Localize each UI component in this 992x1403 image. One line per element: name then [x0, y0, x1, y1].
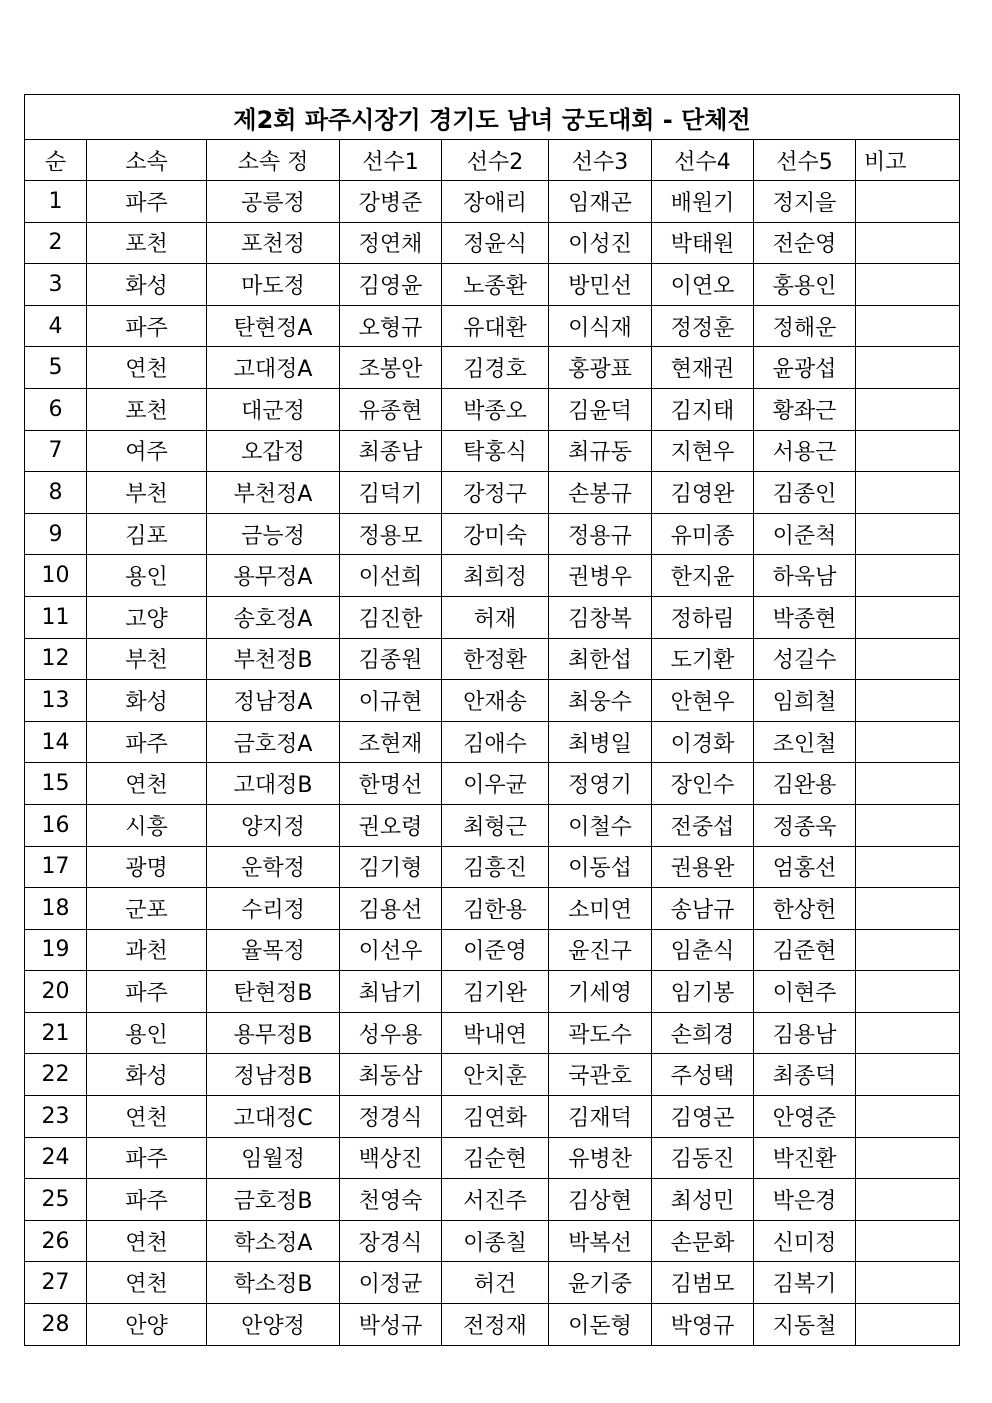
table-row — [25, 555, 960, 597]
cell-region: 김포 — [87, 513, 207, 555]
cell-player-4: 박영규 — [652, 1304, 754, 1346]
cell-player-5: 이준척 — [754, 513, 856, 555]
cell-region: 파주 — [87, 181, 207, 223]
cell-remarks — [856, 1220, 960, 1262]
team-roster-table — [24, 94, 960, 1346]
cell-row-number: 7 — [25, 430, 87, 472]
cell-club: 공릉정 — [207, 181, 340, 223]
cell-row-number: 3 — [25, 264, 87, 306]
table-row — [25, 430, 960, 472]
cell-player-1: 성우용 — [340, 1012, 442, 1054]
cell-row-number: 13 — [25, 680, 87, 722]
cell-row-number: 12 — [25, 638, 87, 680]
cell-player-3: 정용규 — [549, 513, 652, 555]
cell-remarks — [856, 181, 960, 223]
cell-player-2: 김연화 — [442, 1096, 549, 1138]
cell-remarks — [856, 388, 960, 430]
cell-player-5: 정지을 — [754, 181, 856, 223]
cell-remarks — [856, 888, 960, 930]
cell-player-5: 전순영 — [754, 222, 856, 264]
cell-player-5: 황좌근 — [754, 388, 856, 430]
column-header-number: 순 — [25, 140, 87, 181]
cell-region: 시흥 — [87, 804, 207, 846]
table-row — [25, 763, 960, 805]
cell-player-2: 최희정 — [442, 555, 549, 597]
cell-player-3: 최규동 — [549, 430, 652, 472]
cell-club: 금능정 — [207, 513, 340, 555]
cell-player-4: 현재권 — [652, 347, 754, 389]
table-row — [25, 388, 960, 430]
cell-player-4: 이경화 — [652, 721, 754, 763]
table-row — [25, 1054, 960, 1096]
cell-player-1: 김덕기 — [340, 472, 442, 514]
cell-player-5: 홍용인 — [754, 264, 856, 306]
cell-player-2: 안재송 — [442, 680, 549, 722]
cell-player-4: 주성택 — [652, 1054, 754, 1096]
cell-club: 정남정B — [207, 1054, 340, 1096]
cell-player-2: 한정환 — [442, 638, 549, 680]
cell-player-2: 김경호 — [442, 347, 549, 389]
cell-row-number: 14 — [25, 721, 87, 763]
cell-remarks — [856, 1262, 960, 1304]
cell-player-2: 이준영 — [442, 929, 549, 971]
cell-club: 탄현정A — [207, 305, 340, 347]
cell-player-1: 최동삼 — [340, 1054, 442, 1096]
cell-row-number: 16 — [25, 804, 87, 846]
cell-club: 금호정A — [207, 721, 340, 763]
cell-region: 파주 — [87, 305, 207, 347]
table-body — [25, 181, 960, 1346]
cell-club: 용무정B — [207, 1012, 340, 1054]
cell-row-number: 23 — [25, 1096, 87, 1138]
cell-player-5: 신미정 — [754, 1220, 856, 1262]
cell-row-number: 24 — [25, 1137, 87, 1179]
cell-player-3: 이동섭 — [549, 846, 652, 888]
cell-region: 연천 — [87, 1220, 207, 1262]
cell-region: 파주 — [87, 721, 207, 763]
cell-player-4: 한지윤 — [652, 555, 754, 597]
cell-player-5: 김준현 — [754, 929, 856, 971]
cell-region: 안양 — [87, 1304, 207, 1346]
cell-player-5: 김종인 — [754, 472, 856, 514]
cell-region: 여주 — [87, 430, 207, 472]
column-header-player-5: 선수5 — [754, 140, 856, 181]
cell-remarks — [856, 1179, 960, 1221]
cell-player-5: 엄홍선 — [754, 846, 856, 888]
cell-club: 고대정C — [207, 1096, 340, 1138]
cell-player-3: 윤기중 — [549, 1262, 652, 1304]
cell-player-4: 김지태 — [652, 388, 754, 430]
cell-player-2: 김애수 — [442, 721, 549, 763]
cell-region: 용인 — [87, 555, 207, 597]
table-row — [25, 1262, 960, 1304]
table-row — [25, 638, 960, 680]
cell-player-1: 김진한 — [340, 596, 442, 638]
table-row — [25, 596, 960, 638]
cell-player-1: 오형규 — [340, 305, 442, 347]
table-row — [25, 1137, 960, 1179]
cell-player-3: 곽도수 — [549, 1012, 652, 1054]
cell-player-2: 전정재 — [442, 1304, 549, 1346]
cell-player-4: 김영곤 — [652, 1096, 754, 1138]
cell-remarks — [856, 763, 960, 805]
cell-region: 부천 — [87, 638, 207, 680]
cell-region: 포천 — [87, 388, 207, 430]
cell-player-2: 박종오 — [442, 388, 549, 430]
cell-row-number: 21 — [25, 1012, 87, 1054]
cell-row-number: 11 — [25, 596, 87, 638]
cell-player-4: 정정훈 — [652, 305, 754, 347]
column-header-player-4: 선수4 — [652, 140, 754, 181]
cell-player-1: 정경식 — [340, 1096, 442, 1138]
cell-row-number: 15 — [25, 763, 87, 805]
cell-player-5: 조인철 — [754, 721, 856, 763]
table-row — [25, 347, 960, 389]
table-row — [25, 181, 960, 223]
cell-player-2: 장애리 — [442, 181, 549, 223]
cell-club: 부천정B — [207, 638, 340, 680]
title-row — [25, 95, 960, 140]
cell-player-1: 천영숙 — [340, 1179, 442, 1221]
cell-player-1: 이선우 — [340, 929, 442, 971]
cell-club: 부천정A — [207, 472, 340, 514]
column-header-region: 소속 — [87, 140, 207, 181]
cell-player-4: 손문화 — [652, 1220, 754, 1262]
cell-player-4: 장인수 — [652, 763, 754, 805]
cell-player-1: 유종현 — [340, 388, 442, 430]
cell-region: 화성 — [87, 264, 207, 306]
cell-club: 안양정 — [207, 1304, 340, 1346]
cell-player-5: 임희철 — [754, 680, 856, 722]
cell-player-4: 도기환 — [652, 638, 754, 680]
cell-player-1: 박성규 — [340, 1304, 442, 1346]
cell-remarks — [856, 638, 960, 680]
cell-remarks — [856, 1012, 960, 1054]
cell-player-3: 권병우 — [549, 555, 652, 597]
cell-player-4: 임춘식 — [652, 929, 754, 971]
cell-player-2: 김순현 — [442, 1137, 549, 1179]
cell-club: 정남정A — [207, 680, 340, 722]
cell-player-5: 박은경 — [754, 1179, 856, 1221]
cell-club: 수리정 — [207, 888, 340, 930]
cell-remarks — [856, 971, 960, 1013]
cell-player-3: 이식재 — [549, 305, 652, 347]
cell-player-5: 박종현 — [754, 596, 856, 638]
table-row — [25, 472, 960, 514]
cell-region: 연천 — [87, 1262, 207, 1304]
cell-player-3: 김상현 — [549, 1179, 652, 1221]
cell-player-2: 유대환 — [442, 305, 549, 347]
cell-player-2: 허건 — [442, 1262, 549, 1304]
cell-player-2: 이종칠 — [442, 1220, 549, 1262]
cell-player-5: 정종욱 — [754, 804, 856, 846]
cell-player-1: 조현재 — [340, 721, 442, 763]
cell-player-2: 안치훈 — [442, 1054, 549, 1096]
cell-player-4: 정하림 — [652, 596, 754, 638]
cell-player-5: 정해운 — [754, 305, 856, 347]
cell-player-2: 김흥진 — [442, 846, 549, 888]
cell-player-1: 김기형 — [340, 846, 442, 888]
cell-player-1: 장경식 — [340, 1220, 442, 1262]
cell-player-3: 김창복 — [549, 596, 652, 638]
cell-player-1: 백상진 — [340, 1137, 442, 1179]
cell-player-3: 임재곤 — [549, 181, 652, 223]
cell-player-1: 권오령 — [340, 804, 442, 846]
cell-player-3: 이철수 — [549, 804, 652, 846]
cell-remarks — [856, 1096, 960, 1138]
cell-player-5: 김용남 — [754, 1012, 856, 1054]
cell-player-3: 윤진구 — [549, 929, 652, 971]
cell-remarks — [856, 804, 960, 846]
cell-player-5: 안영준 — [754, 1096, 856, 1138]
cell-player-5: 성길수 — [754, 638, 856, 680]
cell-remarks — [856, 1137, 960, 1179]
table-row — [25, 513, 960, 555]
cell-remarks — [856, 472, 960, 514]
cell-region: 연천 — [87, 763, 207, 805]
cell-remarks — [856, 347, 960, 389]
cell-region: 파주 — [87, 1179, 207, 1221]
cell-player-1: 김영윤 — [340, 264, 442, 306]
cell-player-1: 정연채 — [340, 222, 442, 264]
cell-player-3: 정영기 — [549, 763, 652, 805]
cell-player-1: 최종남 — [340, 430, 442, 472]
cell-row-number: 26 — [25, 1220, 87, 1262]
table-row — [25, 680, 960, 722]
cell-club: 학소정B — [207, 1262, 340, 1304]
column-header-player-3: 선수3 — [549, 140, 652, 181]
cell-remarks — [856, 264, 960, 306]
cell-club: 고대정A — [207, 347, 340, 389]
cell-player-1: 조봉안 — [340, 347, 442, 389]
cell-club: 율목정 — [207, 929, 340, 971]
table-row — [25, 1220, 960, 1262]
cell-player-2: 이우균 — [442, 763, 549, 805]
table-row — [25, 264, 960, 306]
cell-row-number: 18 — [25, 888, 87, 930]
cell-player-2: 강미숙 — [442, 513, 549, 555]
cell-remarks — [856, 222, 960, 264]
cell-club: 고대정B — [207, 763, 340, 805]
cell-region: 포천 — [87, 222, 207, 264]
cell-region: 화성 — [87, 680, 207, 722]
cell-player-4: 김영완 — [652, 472, 754, 514]
cell-player-2: 노종환 — [442, 264, 549, 306]
cell-club: 임월정 — [207, 1137, 340, 1179]
cell-player-2: 정윤식 — [442, 222, 549, 264]
cell-remarks — [856, 596, 960, 638]
cell-player-5: 지동철 — [754, 1304, 856, 1346]
table-row — [25, 1096, 960, 1138]
cell-club: 학소정A — [207, 1220, 340, 1262]
cell-row-number: 25 — [25, 1179, 87, 1221]
cell-player-4: 안현우 — [652, 680, 754, 722]
cell-player-5: 최종덕 — [754, 1054, 856, 1096]
column-header-remarks: 비고 — [856, 140, 960, 181]
cell-player-1: 김용선 — [340, 888, 442, 930]
cell-player-3: 방민선 — [549, 264, 652, 306]
cell-player-3: 기세영 — [549, 971, 652, 1013]
cell-remarks — [856, 555, 960, 597]
cell-player-5: 하욱남 — [754, 555, 856, 597]
cell-region: 군포 — [87, 888, 207, 930]
cell-player-4: 이연오 — [652, 264, 754, 306]
cell-row-number: 27 — [25, 1262, 87, 1304]
cell-club: 운학정 — [207, 846, 340, 888]
cell-remarks — [856, 846, 960, 888]
cell-player-2: 강정구 — [442, 472, 549, 514]
cell-player-5: 김복기 — [754, 1262, 856, 1304]
cell-region: 용인 — [87, 1012, 207, 1054]
cell-club: 대군정 — [207, 388, 340, 430]
cell-player-1: 김종원 — [340, 638, 442, 680]
cell-club: 마도정 — [207, 264, 340, 306]
column-header-player-1: 선수1 — [340, 140, 442, 181]
cell-row-number: 20 — [25, 971, 87, 1013]
document-title: 제2회 파주시장기 경기도 남녀 궁도대회 - 단체전 — [25, 95, 960, 140]
cell-region: 파주 — [87, 971, 207, 1013]
cell-player-3: 소미연 — [549, 888, 652, 930]
cell-player-2: 탁홍식 — [442, 430, 549, 472]
table-row — [25, 929, 960, 971]
cell-player-4: 임기봉 — [652, 971, 754, 1013]
cell-row-number: 8 — [25, 472, 87, 514]
cell-player-1: 강병준 — [340, 181, 442, 223]
cell-player-1: 최남기 — [340, 971, 442, 1013]
cell-region: 부천 — [87, 472, 207, 514]
cell-club: 양지정 — [207, 804, 340, 846]
table-row — [25, 804, 960, 846]
cell-region: 연천 — [87, 1096, 207, 1138]
cell-player-4: 유미종 — [652, 513, 754, 555]
table-row — [25, 721, 960, 763]
table-row — [25, 305, 960, 347]
cell-remarks — [856, 929, 960, 971]
cell-row-number: 19 — [25, 929, 87, 971]
cell-player-3: 홍광표 — [549, 347, 652, 389]
cell-region: 연천 — [87, 347, 207, 389]
table-row — [25, 888, 960, 930]
table-row — [25, 971, 960, 1013]
cell-row-number: 2 — [25, 222, 87, 264]
cell-remarks — [856, 721, 960, 763]
cell-player-3: 최웅수 — [549, 680, 652, 722]
cell-player-4: 손희경 — [652, 1012, 754, 1054]
cell-player-3: 최한섭 — [549, 638, 652, 680]
cell-row-number: 5 — [25, 347, 87, 389]
cell-row-number: 22 — [25, 1054, 87, 1096]
cell-player-3: 이성진 — [549, 222, 652, 264]
table-row — [25, 1304, 960, 1346]
table-row — [25, 846, 960, 888]
cell-player-1: 정용모 — [340, 513, 442, 555]
cell-player-3: 김재덕 — [549, 1096, 652, 1138]
cell-player-5: 이현주 — [754, 971, 856, 1013]
cell-player-1: 이선희 — [340, 555, 442, 597]
cell-player-4: 배원기 — [652, 181, 754, 223]
cell-player-4: 전중섭 — [652, 804, 754, 846]
cell-player-4: 권용완 — [652, 846, 754, 888]
cell-player-3: 유병찬 — [549, 1137, 652, 1179]
cell-player-4: 최성민 — [652, 1179, 754, 1221]
cell-player-2: 박내연 — [442, 1012, 549, 1054]
cell-club: 용무정A — [207, 555, 340, 597]
cell-player-3: 이돈형 — [549, 1304, 652, 1346]
cell-player-3: 김윤덕 — [549, 388, 652, 430]
cell-club: 금호정B — [207, 1179, 340, 1221]
cell-player-2: 김기완 — [442, 971, 549, 1013]
cell-row-number: 4 — [25, 305, 87, 347]
header-row — [25, 140, 960, 181]
cell-player-5: 윤광섭 — [754, 347, 856, 389]
cell-row-number: 6 — [25, 388, 87, 430]
cell-remarks — [856, 305, 960, 347]
table-row — [25, 1012, 960, 1054]
cell-region: 고양 — [87, 596, 207, 638]
cell-player-1: 이규현 — [340, 680, 442, 722]
cell-player-4: 박태원 — [652, 222, 754, 264]
cell-player-4: 김동진 — [652, 1137, 754, 1179]
cell-region: 과천 — [87, 929, 207, 971]
cell-player-5: 한상헌 — [754, 888, 856, 930]
table-row — [25, 1179, 960, 1221]
cell-remarks — [856, 1054, 960, 1096]
cell-player-4: 김범모 — [652, 1262, 754, 1304]
cell-player-3: 최병일 — [549, 721, 652, 763]
cell-row-number: 28 — [25, 1304, 87, 1346]
cell-player-1: 이정균 — [340, 1262, 442, 1304]
cell-player-2: 허재 — [442, 596, 549, 638]
cell-remarks — [856, 1304, 960, 1346]
cell-player-5: 서용근 — [754, 430, 856, 472]
column-header-club: 소속 정 — [207, 140, 340, 181]
cell-player-3: 손봉규 — [549, 472, 652, 514]
cell-club: 오갑정 — [207, 430, 340, 472]
cell-player-2: 최형근 — [442, 804, 549, 846]
cell-player-4: 송남규 — [652, 888, 754, 930]
cell-row-number: 9 — [25, 513, 87, 555]
cell-player-2: 김한용 — [442, 888, 549, 930]
cell-player-4: 지현우 — [652, 430, 754, 472]
cell-row-number: 10 — [25, 555, 87, 597]
column-header-player-2: 선수2 — [442, 140, 549, 181]
cell-region: 파주 — [87, 1137, 207, 1179]
cell-row-number: 17 — [25, 846, 87, 888]
cell-row-number: 1 — [25, 181, 87, 223]
cell-region: 광명 — [87, 846, 207, 888]
cell-player-1: 한명선 — [340, 763, 442, 805]
cell-club: 송호정A — [207, 596, 340, 638]
table-row — [25, 222, 960, 264]
cell-club: 포천정 — [207, 222, 340, 264]
cell-player-5: 박진환 — [754, 1137, 856, 1179]
cell-player-3: 박복선 — [549, 1220, 652, 1262]
cell-player-2: 서진주 — [442, 1179, 549, 1221]
cell-region: 화성 — [87, 1054, 207, 1096]
cell-remarks — [856, 513, 960, 555]
cell-player-3: 국관호 — [549, 1054, 652, 1096]
cell-club: 탄현정B — [207, 971, 340, 1013]
cell-player-5: 김완용 — [754, 763, 856, 805]
cell-remarks — [856, 430, 960, 472]
cell-remarks — [856, 680, 960, 722]
